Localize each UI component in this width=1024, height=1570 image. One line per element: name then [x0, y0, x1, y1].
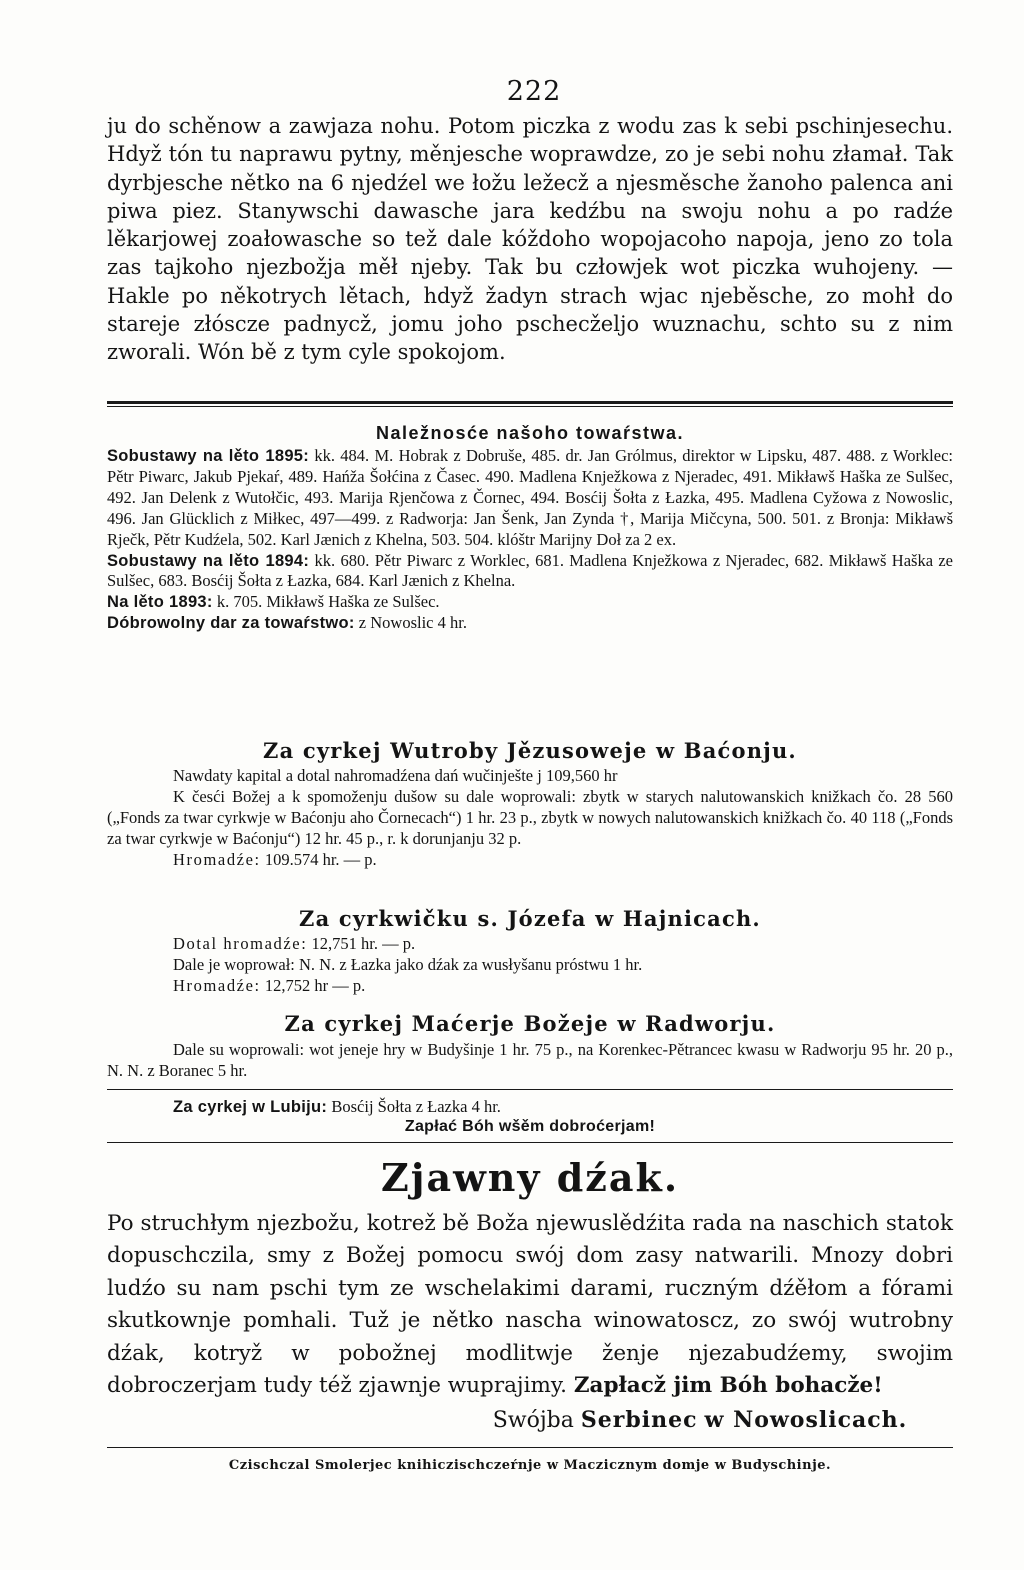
thanks-divider — [107, 1142, 953, 1143]
thanks-section — [107, 1208, 953, 1402]
dues-donation-text: z Nowoslic 4 hr. — [354, 613, 467, 633]
wutroby-total — [107, 850, 953, 871]
wutroby-line1: Nawdaty kapital a dotal nahromadźena dań wučinješte j 109,560 hr — [173, 766, 618, 785]
thanks-closing: Zapłacž jim Bóh bohacže! — [573, 1373, 883, 1399]
dues-donation-label: Dóbrowolny dar za towaŕstwo: — [107, 614, 355, 633]
intro-paragraph — [107, 112, 953, 367]
jozefa-line1-label: Dotal hromadźe: — [173, 934, 308, 953]
dues-1895-text: kk. 484. M. Hobrak z Dobruše, 485. dr. Jan Grólmus, direktor w Lipsku, 487. 488. z Worklec: Pětr Piwarc, Jakub Pjekaŕ, 489. Hańža Šołćina z Časec. 490. Madlena Knježkowa z Njeradec, 491. Mikławš Haška ze Sulšec, 492. Jan Delenk z Wutołčic, 493. Marija Rjenčowa z Čornec, 494. Bosćij Šołta z Łazka, 495. Madlena Cyžowa z Nowoslic, 496. Jan Glücklich z Miłkec, 497—499. z Radworja: Jan Šenk, Jan Zynda †, Marija Mičcyna, 500. 501. z Bronja: Mikławš Rječk, Pětr Kudźela, 502. Karl Jænich z Khelna, 503. 504. klóštr Marijny Doł za 2 ex. — [107, 446, 953, 549]
dues-1895-label: Sobustawy na lěto 1895: — [107, 447, 310, 465]
wutroby-section — [107, 766, 953, 871]
signature-suffix: w Nowoslicach. — [704, 1407, 908, 1433]
lubij-text: Bosćij Šołta z Łazka 4 hr. — [327, 1097, 501, 1116]
dues-section — [107, 446, 953, 634]
wutroby-total-label: Hromadźe: — [173, 849, 261, 869]
jozefa-total — [173, 976, 953, 997]
lubij-thanks: Zapłać Bóh wšěm dobroćerjam! — [404, 1118, 656, 1135]
dues-1893-text: k. 705. Mikławš Haška ze Sulšec. — [212, 592, 440, 612]
dues-1895 — [107, 446, 953, 551]
dues-1893-label: Na lěto 1893: — [107, 593, 213, 612]
lubij-section — [173, 1097, 953, 1118]
signature-prefix: Swójba — [492, 1408, 574, 1433]
lubij-label: Za cyrkej w Lubiju: — [173, 1098, 328, 1116]
wutroby-heading: Za cyrkej Wutroby Jězusoweje w Baćonju. — [263, 738, 797, 763]
jozefa-heading: Za cyrkwičku s. Józefa w Hajnicach. — [299, 906, 761, 931]
thanks-paragraph-text: Po struchłym njezbožu, kotrež bě Boža njewuslědźita rada na naschich statok dopuschczila, smy z Božej pomocu swój dom zasy natwarili. Mnozy dobri ludźo su nam pschi tym ze wschelakimi darami, ruczným dźěłom a fórami skutkownje pomhali. Tuž je nětko nascha winowatoscz, zo swój wutrobny dźak, kotryž w pobožnej modlitwje ženje njezabudźemy, swojim dobroczerjam tudy též zjawnje wuprajimy. — [107, 1211, 953, 1399]
jozefa-line2: Dale je woprował: N. N. z Łazka jako dźak za wusłyšanu próstwu 1 hr. — [173, 954, 643, 974]
section-divider-thin — [107, 406, 953, 407]
dues-heading: Naležnosće našoho towaŕstwa. — [375, 423, 685, 443]
wutroby-total-value: 109.574 hr. — p. — [260, 849, 377, 869]
dues-1893 — [107, 592, 953, 613]
thanks-paragraph — [107, 1208, 953, 1402]
jozefa-line1 — [173, 934, 953, 955]
macerje-line1: Dale su woprowali: wot jeneje hry w Budyšinje 1 hr. 75 p., na Korenkec-Pětrancec kwasu w Radworju 95 hr. 20 p., N. N. z Boranec 5 hr. — [107, 1040, 953, 1080]
section-divider-thick — [107, 401, 953, 404]
signature-name: Serbinec — [580, 1407, 698, 1433]
lubij-divider — [107, 1089, 953, 1090]
page-number: 222 — [506, 76, 562, 107]
jozefa-line1-value: 12,751 hr. — p. — [307, 934, 416, 953]
jozefa-section — [173, 934, 953, 997]
printer-imprint: Czischczal Smolerjec knihiczischczeŕnje w Maczicznym domje w Budyschinje. — [228, 1458, 832, 1473]
dues-donation — [107, 613, 953, 634]
wutroby-line2: K česći Božej a k spomoženju dušow su dale woprowali: zbytk w starych nalutowanskich knižkach čo. 28 560 („Fonds za twar cyrkwje w Baćonju aho Čornecach“) 1 hr. 23 p., zbytk w nowych nalutowanskich knižkach čo. 40 118 („Fonds za twar cyrkwje w Baćonju“) 12 hr. 45 p., r. k dorunjanju 32 p. — [107, 786, 953, 848]
thanks-heading: Zjawny dźak. — [380, 1155, 680, 1200]
dues-1894-label: Sobustawy na lěto 1894: — [107, 551, 310, 570]
footer-divider — [107, 1447, 953, 1448]
jozefa-total-label: Hromadźe: — [173, 975, 261, 995]
intro-paragraph-text: ju do schěnow a zawjaza nohu. Potom piczka z wodu zas k sebi pschinjesechu. Hdyž tón tu naprawu pytny, měnjesche woprawdze, zo je sebi nohu złamał. Tak dyrbjesche nětko na 6 njedźel we łožu ležecž a njesměsche žanoho palenca ani piwa piez. Stanywschi dawasche jara kedźbu na swoju nohu a po radźe lěkarjowej zoałowasche so tež dale kóždoho wopojacoho napoja, jeno zo tola zas tajkoho njezbožja měł njeby. Tak bu człowjek wot piczka wuhojeny. — Hakle po někotrych lětach, hdyž žadyn strach wjac njeběsche, zo mohł do stareje złóscze padnycž, jomu joho pschecželjo wuznachu, schto su z nim zworali. Wón bě z tym cyle spokojom. — [107, 114, 953, 365]
dues-1894-text: kk. 680. Pětr Piwarc z Worklec, 681. Madlena Knježkowa z Njeradec, 682. Mikławš Haška ze Sulšec, 683. Bosćij Šołta z Łazka, 684. Karl Jænich z Khelna. — [107, 550, 953, 591]
lubij-line — [173, 1097, 953, 1118]
macerje-heading: Za cyrkej Maćerje Božeje w Radworju. — [284, 1011, 776, 1036]
dues-1894 — [107, 551, 953, 593]
jozefa-total-value: 12,752 hr — p. — [260, 975, 366, 995]
macerje-section — [107, 1040, 953, 1082]
signature — [430, 1407, 970, 1433]
